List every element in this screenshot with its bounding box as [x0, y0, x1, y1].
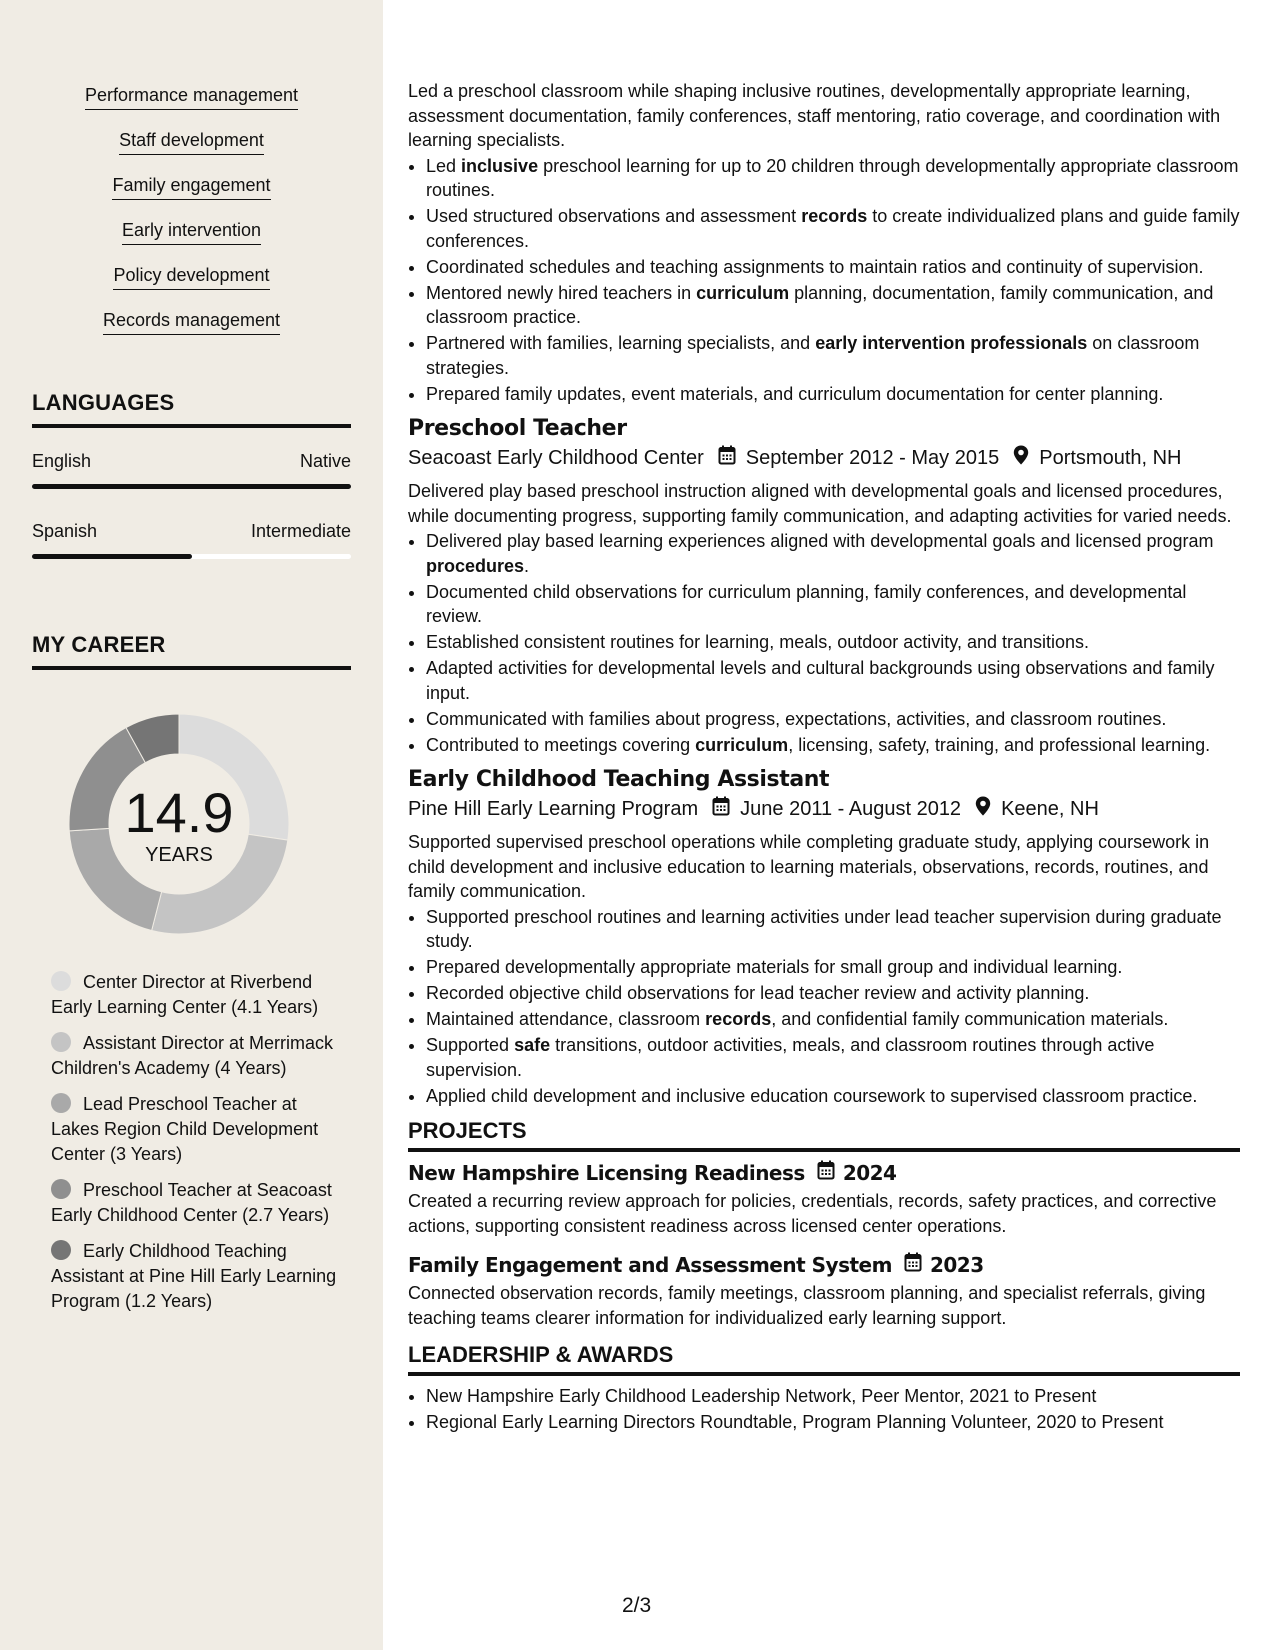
bullet-item: • Coordinated schedules and teaching assignments to maintain ratios and continuity of supervision.: [426, 255, 1240, 280]
page-number: 2/3: [622, 1594, 652, 1617]
bullet-item: • Established consistent routines for learning, meals, outdoor activity, and transitions.: [426, 630, 1240, 655]
bullet-item: • Used structured observations and assessment records to create individualized plans and guide family conferences.: [426, 204, 1240, 253]
skill-item: Staff development: [119, 129, 264, 155]
language-level: Intermediate: [250, 521, 351, 541]
project-entry: [408, 1160, 1240, 1238]
job-dates: September 2012 - May 2015: [745, 446, 1000, 469]
legend-dot: [51, 971, 71, 991]
languages-title: LANGUAGES: [32, 390, 175, 415]
leadership-item: • Regional Early Learning Directors Roundtable, Program Planning Volunteer, 2020 to Present: [426, 1410, 1240, 1435]
bullet-item: • Recorded objective child observations for lead teacher review and activity planning.: [426, 981, 1240, 1006]
career-title: MY CAREER: [32, 632, 166, 657]
legend-dot: [51, 1179, 71, 1199]
skill-item: Early intervention: [122, 219, 261, 245]
leadership-item: • New Hampshire Early Childhood Leadership Network, Peer Mentor, 2021 to Present: [426, 1384, 1240, 1409]
job-dates: June 2011 - August 2012: [740, 797, 962, 820]
language-bar-fill: [32, 554, 192, 559]
career-section: [32, 632, 351, 670]
career-legend-item: [51, 970, 341, 1020]
job-summary: Delivered play based preschool instruction aligned with developmental goals and licensed procedures, while documenting progress, supporting family communication, and adapting activities for varied needs.: [408, 481, 1232, 526]
bullet-item: • Contributed to meetings covering curriculum, licensing, safety, training, and professional learning.: [426, 733, 1240, 758]
job-meta: [408, 445, 1240, 471]
language-bar: [32, 554, 351, 559]
bullet-item: • Prepared developmentally appropriate materials for small group and individual learning.: [426, 955, 1240, 980]
career-legend: [51, 970, 341, 1325]
main-content: [408, 0, 1240, 1650]
bullet-item: • Maintained attendance, classroom records, and confidential family communication materials.: [426, 1007, 1240, 1032]
job-entry: [408, 767, 1240, 1108]
project-year: 2024: [842, 1160, 897, 1185]
career-unit: YEARS: [145, 844, 213, 866]
languages-section: [32, 390, 351, 559]
project-description: Created a recurring review approach for policies, credentials, records, safety practices, and corrective actions, supporting consistent readiness across licensed center operations.: [408, 1191, 1217, 1236]
bullet-item: • Mentored newly hired teachers in curriculum planning, documentation, family communication, and classroom practice.: [426, 281, 1240, 330]
legend-dot: [51, 1240, 71, 1260]
calendar-icon: [817, 1160, 835, 1185]
job-location: Portsmouth, NH: [1039, 446, 1182, 469]
bullet-item: • Led inclusive preschool learning for up to 20 children through developmentally appropriate classroom routines.: [426, 154, 1240, 203]
role-bullets: [408, 154, 1240, 407]
bullet-item: • Communicated with families about progress, expectations, activities, and classroom routines.: [426, 707, 1240, 732]
language-name: English: [32, 451, 92, 471]
skill-item: Performance management: [85, 84, 298, 110]
bullet-item: • Documented child observations for curriculum planning, family conferences, and developmental review.: [426, 580, 1240, 629]
projects-title: PROJECTS: [408, 1118, 1240, 1152]
legend-label: Preschool Teacher at Seacoast Early Childhood Center (2.7 Years): [51, 1180, 332, 1225]
career-total: 14.9: [124, 781, 234, 844]
section-divider: [32, 424, 351, 428]
calendar-icon: [712, 796, 730, 822]
language-spanish: [32, 521, 351, 559]
career-legend-item: [51, 1092, 341, 1167]
language-bar-fill: [32, 484, 351, 489]
calendar-icon: [904, 1252, 922, 1277]
language-name: Spanish: [32, 521, 98, 541]
job-title: Early Childhood Teaching Assistant: [408, 767, 830, 792]
project-title: New Hampshire Licensing Readiness: [408, 1160, 805, 1185]
bullet-item: • Delivered play based learning experiences aligned with developmental goals and licensed program procedures.: [426, 529, 1240, 578]
location-pin-icon: [975, 796, 991, 822]
calendar-icon: [718, 445, 736, 471]
career-legend-item: [51, 1178, 341, 1228]
job-employer: Seacoast Early Childhood Center: [408, 446, 704, 469]
job-summary: Supported supervised preschool operations while completing graduate study, applying coursework in child development and inclusive education to learning materials, observations, records, routines, and family communication.: [408, 832, 1210, 901]
skill-item: Family engagement: [112, 174, 270, 200]
language-english: [32, 451, 351, 489]
legend-label: Early Childhood Teaching Assistant at Pine Hill Early Learning Program (1.2 Years): [51, 1241, 337, 1311]
language-bar: [32, 484, 351, 489]
sidebar: [0, 0, 383, 1650]
career-legend-item: [51, 1239, 341, 1314]
leadership-list: [408, 1384, 1240, 1435]
job-bullets: [408, 529, 1240, 757]
project-description: Connected observation records, family meetings, classroom planning, and specialist referrals, giving teaching teams clearer information for individualized early learning support.: [408, 1283, 1206, 1328]
bullet-item: • Prepared family updates, event materials, and curriculum documentation for center planning.: [426, 382, 1240, 407]
career-donut: [62, 707, 296, 941]
job-location: Keene, NH: [1001, 797, 1099, 820]
legend-label: Assistant Director at Merrimack Children's Academy (4 Years): [51, 1033, 334, 1078]
legend-dot: [51, 1032, 71, 1052]
section-divider: [32, 666, 351, 670]
language-level: Native: [299, 451, 351, 471]
role-summary: Led a preschool classroom while shaping inclusive routines, developmentally appropriate learning, assessment documentation, family conferences, staff mentoring, ratio coverage, and coordination with learning specialists.: [408, 81, 1221, 150]
job-title: Preschool Teacher: [408, 416, 627, 441]
bullet-item: • Supported preschool routines and learning activities under lead teacher supervision during graduate study.: [426, 905, 1240, 954]
legend-label: Center Director at Riverbend Early Learning Center (4.1 Years): [51, 972, 319, 1017]
bullet-item: • Adapted activities for developmental levels and cultural backgrounds using observations and family input.: [426, 656, 1240, 705]
legend-label: Lead Preschool Teacher at Lakes Region Child Development Center (3 Years): [51, 1094, 319, 1164]
job-entry: [408, 416, 1240, 757]
job-meta: [408, 796, 1240, 822]
skill-item: Records management: [103, 309, 280, 335]
leadership-title: LEADERSHIP & AWARDS: [408, 1342, 1240, 1376]
skill-item: Policy development: [113, 264, 269, 290]
job-employer: Pine Hill Early Learning Program: [408, 797, 699, 820]
legend-dot: [51, 1093, 71, 1113]
job-bullets: [408, 905, 1240, 1109]
career-legend-item: [51, 1031, 341, 1081]
bullet-item: • Supported safe transitions, outdoor activities, meals, and classroom routines through active supervision.: [426, 1033, 1240, 1082]
project-entry: [408, 1252, 1240, 1330]
skills-list: [0, 84, 383, 354]
project-title: Family Engagement and Assessment System: [408, 1252, 892, 1277]
bullet-item: • Applied child development and inclusive education coursework to supervised classroom practice.: [426, 1084, 1240, 1109]
location-pin-icon: [1013, 445, 1029, 471]
project-year: 2023: [929, 1252, 984, 1277]
bullet-item: • Partnered with families, learning specialists, and early intervention professionals on classroom strategies.: [426, 331, 1240, 380]
